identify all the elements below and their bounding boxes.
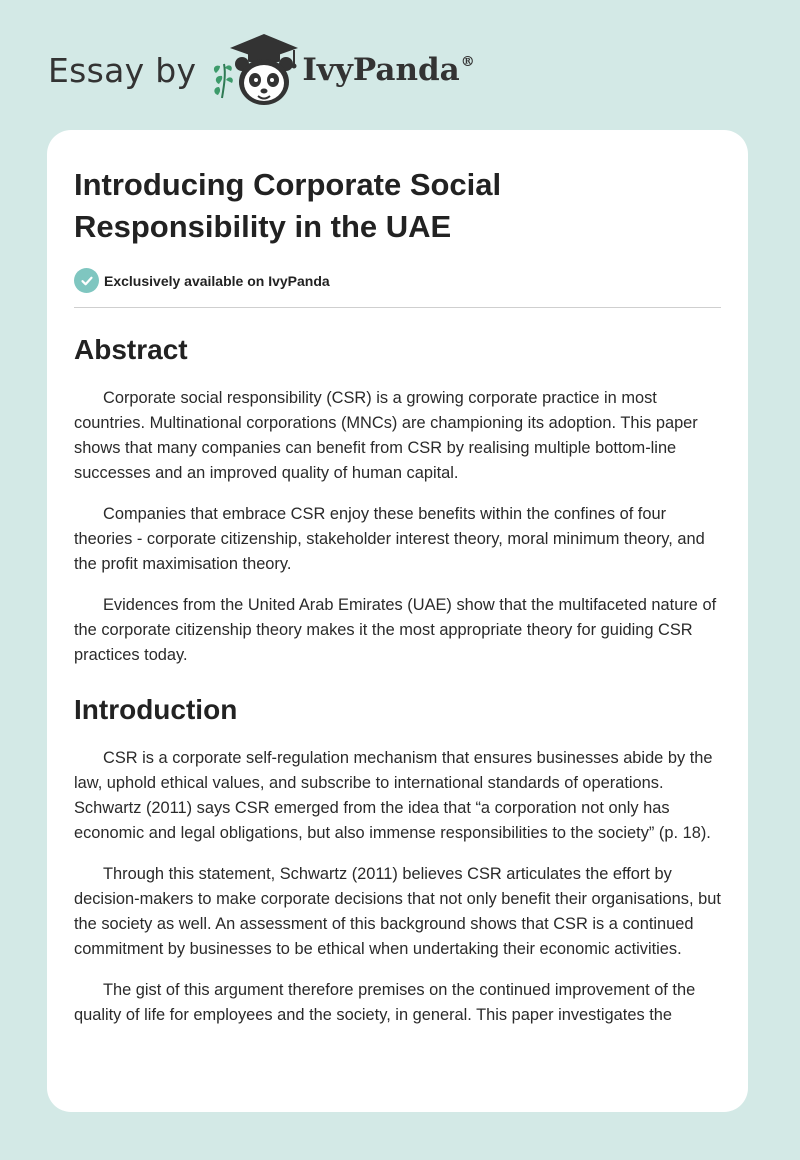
- brand-name-text: IvyPanda: [302, 52, 460, 88]
- check-icon: [74, 268, 99, 293]
- section-heading-abstract: Abstract: [74, 334, 188, 365]
- registered-mark: ®: [460, 54, 475, 70]
- exclusive-label: Exclusively available on IvyPanda: [104, 272, 330, 289]
- essay-title-line-1: Introducing Corporate Social: [74, 167, 502, 202]
- paragraph: Evidences from the United Arab Emirates (UAE) show that the multifaceted nature of the corporate citizenship theory makes it the most appropriate theory for guiding CSR practices today.: [74, 596, 717, 664]
- paragraph: CSR is a corporate self-regulation mechanism that ensures businesses abide by the law, uphold ethical values, and subscribe to international standards of operations. Schwartz (2011) says CSR emerged from the idea that “a corporation not only has economic and legal obligations, but also immense responsibilities to the society” (p. 18).: [74, 749, 713, 842]
- title-divider: [74, 307, 721, 308]
- introduction-section: [74, 694, 721, 1028]
- section-heading-introduction: Introduction: [74, 694, 238, 725]
- essay-title-line-2: Responsibility in the UAE: [74, 209, 452, 244]
- paragraph: Corporate social responsibility (CSR) is a growing corporate practice in most countries. Multinational corporations (MNCs) are championing its adoption. This paper shows that many companies can benefit from CSR by realising multiple bottom-line successes and an improved quality of human capital.: [74, 389, 698, 482]
- brand-name[interactable]: [302, 52, 474, 88]
- essay-title: [74, 164, 721, 248]
- paragraph: The gist of this argument therefore premises on the continued improvement of the quality of life for employees and the society, in general. This paper investigates the: [74, 981, 696, 1024]
- essay-by-label: Essay by: [48, 50, 197, 90]
- ivypanda-logo-icon[interactable]: [208, 30, 300, 110]
- essay-card: [47, 130, 748, 1112]
- paragraph: Through this statement, Schwartz (2011) believes CSR articulates the effort by decision-makers to make corporate decisions that not only benefit their organisations, but the society as well. An assessment of this background shows that CSR is a continued commitment by businesses to be ethical when undertaking their economic activities.: [74, 865, 721, 958]
- abstract-section: [74, 334, 721, 668]
- paragraph: Companies that embrace CSR enjoy these benefits within the confines of four theories - corporate citizenship, stakeholder interest theory, moral minimum theory, and the profit maximisation theory.: [74, 505, 705, 573]
- exclusive-badge: [74, 268, 721, 293]
- site-header: [48, 30, 475, 110]
